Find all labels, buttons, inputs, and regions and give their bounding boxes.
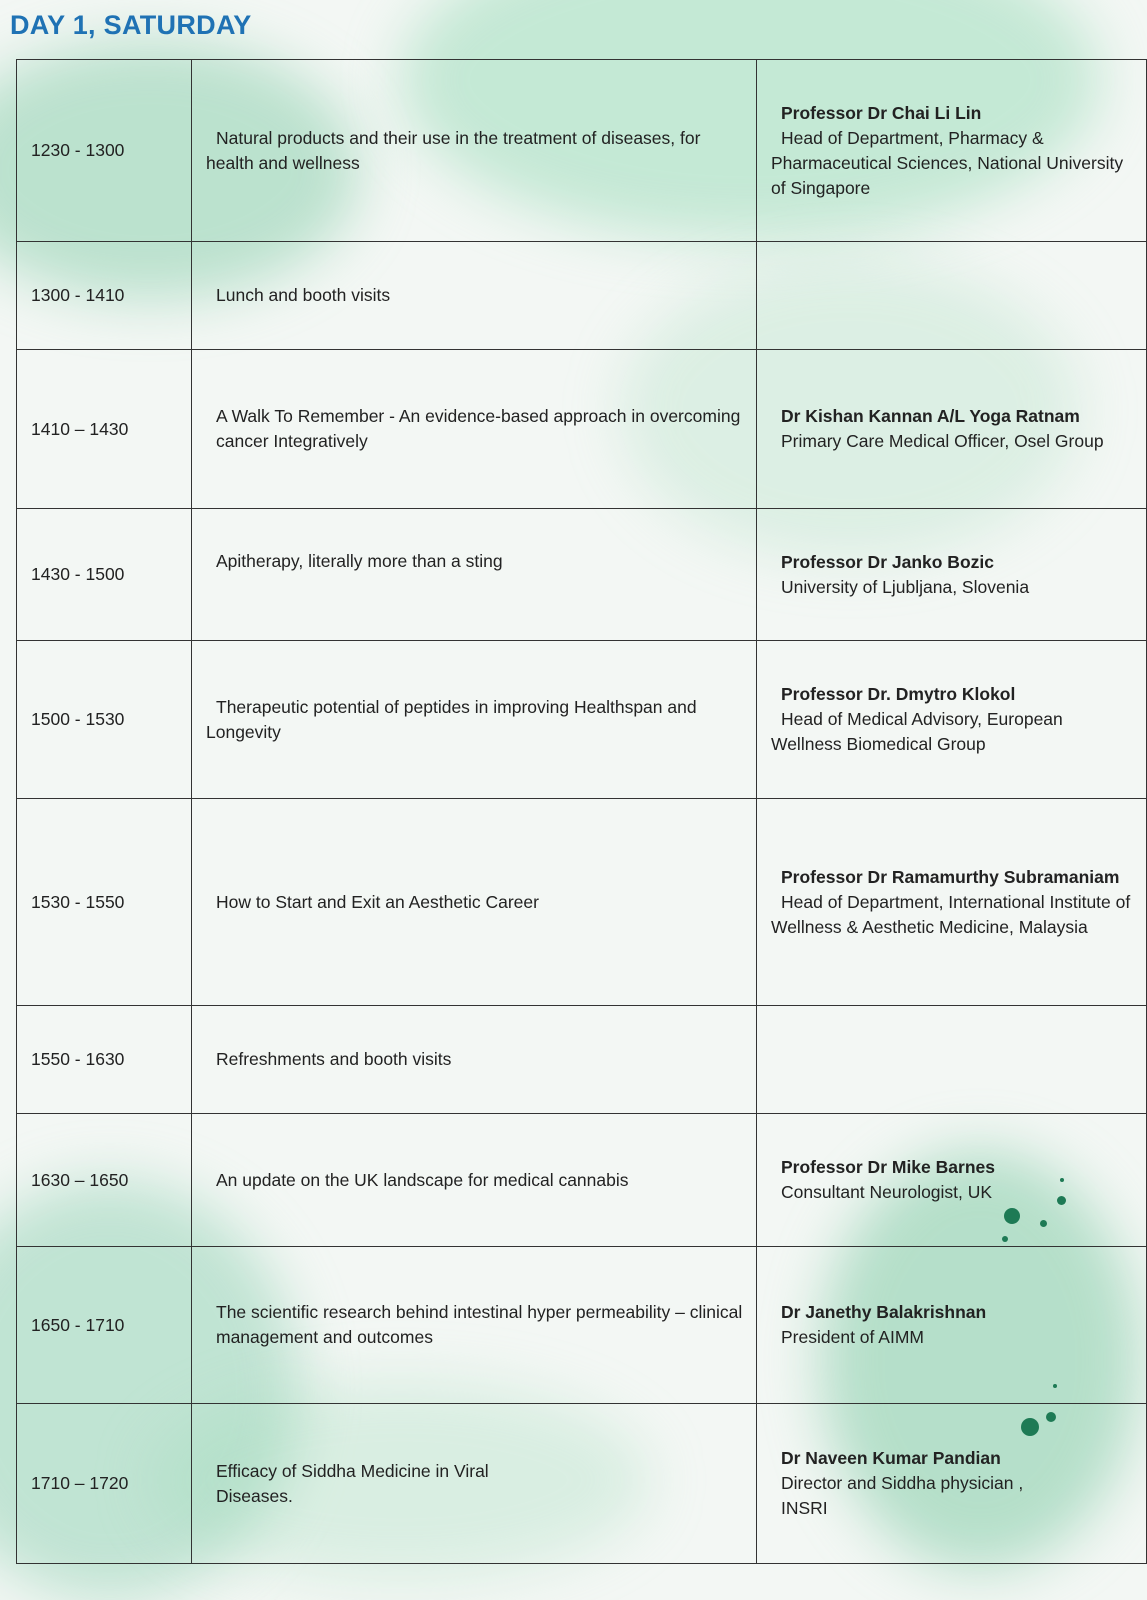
- session-topic: [192, 60, 757, 242]
- session-time: 1630 – 1650: [17, 1114, 192, 1247]
- session-topic: [192, 509, 757, 641]
- session-time: 1550 - 1630: [17, 1006, 192, 1114]
- session-topic: [192, 1404, 757, 1564]
- session-speaker: [757, 242, 1147, 350]
- session-time: 1430 - 1500: [17, 509, 192, 641]
- session-topic: [192, 242, 757, 350]
- session-time: 1230 - 1300: [17, 60, 192, 242]
- speaker-name: Dr Janethy Balakrishnan: [781, 1302, 987, 1322]
- session-topic: [192, 1114, 757, 1247]
- session-speaker: [757, 1247, 1147, 1404]
- topic-text: Natural products and their use in the treatment of diseases, for health and wellness: [206, 127, 701, 173]
- session-time: 1530 - 1550: [17, 799, 192, 1006]
- speaker-role: Head of Department, Pharmacy & Pharmaceutical Sciences, National University of Singapore: [771, 127, 1124, 198]
- speaker-role: President of AIMM: [781, 1327, 924, 1347]
- session-speaker: [757, 1404, 1147, 1564]
- table-row: [17, 60, 1147, 242]
- speaker-name: Professor Dr Mike Barnes: [781, 1157, 995, 1177]
- session-topic: [192, 641, 757, 799]
- session-topic: [192, 1006, 757, 1114]
- speaker-role: University of Ljubljana, Slovenia: [781, 576, 1030, 597]
- session-speaker: [757, 509, 1147, 641]
- topic-text: Efficacy of Siddha Medicine in Viral Diseases.: [216, 1460, 489, 1506]
- topic-text: An update on the UK landscape for medical cannabis: [216, 1169, 629, 1190]
- topic-text: How to Start and Exit an Aesthetic Career: [216, 891, 539, 912]
- session-speaker: [757, 641, 1147, 799]
- table-row: [17, 1247, 1147, 1404]
- topic-text: Lunch and booth visits: [216, 285, 391, 305]
- session-topic: [192, 350, 757, 509]
- speaker-role: Consultant Neurologist, UK: [781, 1182, 993, 1202]
- schedule-table: [16, 59, 1147, 1564]
- session-speaker: [757, 799, 1147, 1006]
- session-speaker: [757, 1114, 1147, 1247]
- session-time: 1710 – 1720: [17, 1404, 192, 1564]
- session-time: 1650 - 1710: [17, 1247, 192, 1404]
- session-time: 1300 - 1410: [17, 242, 192, 350]
- session-time: 1410 – 1430: [17, 350, 192, 509]
- session-time: 1500 - 1530: [17, 641, 192, 799]
- speaker-name: Professor Dr. Dmytro Klokol: [781, 684, 1016, 704]
- speaker-name: Professor Dr Janko Bozic: [781, 551, 994, 572]
- session-speaker: [757, 60, 1147, 242]
- speaker-role: Head of Department, International Institute of Wellness & Aesthetic Medicine, Malaysia: [771, 891, 1131, 937]
- table-row: [17, 1006, 1147, 1114]
- table-row: [17, 1114, 1147, 1247]
- table-row: [17, 641, 1147, 799]
- speaker-name: Professor Dr Chai Li Lin: [781, 102, 982, 123]
- session-topic: [192, 1247, 757, 1404]
- speaker-name: Dr Naveen Kumar Pandian: [781, 1448, 1001, 1468]
- table-row: [17, 1404, 1147, 1564]
- topic-text: Refreshments and booth visits: [216, 1049, 452, 1069]
- topic-text: Therapeutic potential of peptides in improving Healthspan and Longevity: [206, 696, 697, 742]
- topic-text: The scientific research behind intestinal hyper permeability – clinical management and outcomes: [216, 1302, 743, 1347]
- table-row: [17, 350, 1147, 509]
- session-topic: [192, 799, 757, 1006]
- speaker-role: Head of Medical Advisory, European Wellness Biomedical Group: [771, 709, 1063, 754]
- table-row: [17, 509, 1147, 641]
- session-speaker: [757, 350, 1147, 509]
- table-row: [17, 242, 1147, 350]
- topic-text: A Walk To Remember - An evidence-based approach in overcoming cancer Integratively: [216, 406, 741, 451]
- session-speaker: [757, 1006, 1147, 1114]
- speaker-name: Dr Kishan Kannan A/L Yoga Ratnam: [781, 406, 1080, 426]
- speaker-role: Director and Siddha physician , INSRI: [781, 1473, 1024, 1518]
- speaker-role: Primary Care Medical Officer, Osel Group: [781, 431, 1104, 451]
- page-title: DAY 1, SATURDAY: [10, 10, 252, 40]
- topic-text: Apitherapy, literally more than a sting: [216, 551, 503, 571]
- table-row: [17, 799, 1147, 1006]
- speaker-name: Professor Dr Ramamurthy Subramaniam: [781, 866, 1120, 887]
